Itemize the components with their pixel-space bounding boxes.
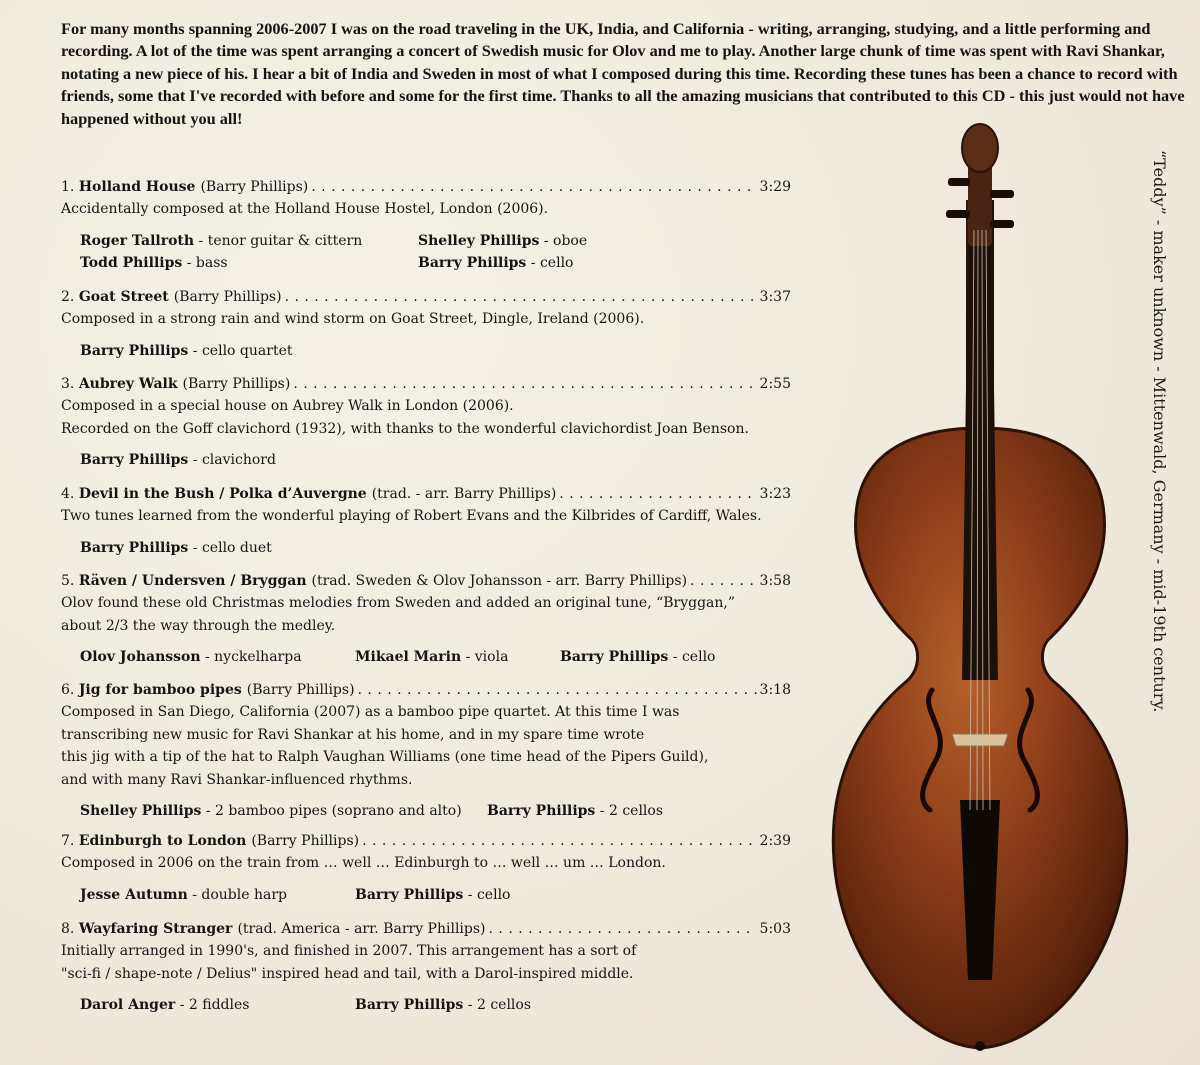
track-2 <box>61 286 791 362</box>
musician-credits <box>61 646 791 668</box>
track-credit: (trad. - arr. Barry Phillips) <box>371 486 557 502</box>
track-description: Composed in 2006 on the train from … well … Edinburgh to … well … um … London. <box>61 855 666 871</box>
musician-role: - cello <box>530 254 574 271</box>
track-description: Composed in San Diego, California (2007) as a bamboo pipe quartet. At this time I was <box>61 704 680 720</box>
musician-credit <box>80 252 228 274</box>
musician-role: - cello quartet <box>192 342 293 359</box>
leader-dots <box>489 918 757 940</box>
scroll-head <box>962 124 998 172</box>
track-title: Edinburgh to London <box>78 833 247 849</box>
track-3 <box>61 373 791 471</box>
track-duration: 3:37 <box>759 289 791 305</box>
track-description: Composed in a strong rain and wind storm on Goat Street, Dingle, Ireland (2006). <box>61 311 645 327</box>
musician-credits <box>61 800 791 822</box>
musician-name: Barry Phillips <box>80 342 189 359</box>
musician-role: - 2 bamboo pipes (soprano and alto) <box>205 803 462 819</box>
track-description: transcribing new music for Ravi Shankar at his home, and in my spare time wrote <box>61 726 645 743</box>
leader-dots <box>690 570 757 592</box>
musician-role: - nyckelharpa <box>204 649 302 665</box>
musician-role: - tenor guitar & cittern <box>198 232 363 249</box>
track-title: Räven / Undersven / Bryggan <box>78 573 307 589</box>
musician-role: - 2 fiddles <box>179 997 250 1013</box>
track-duration: 3:29 <box>759 179 791 195</box>
peg <box>990 220 1014 228</box>
musician-credits <box>61 230 791 274</box>
musician-name: Barry Phillips <box>355 886 464 903</box>
track-duration: 3:58 <box>759 573 791 589</box>
track-title: Devil in the Bush / Polka d’Auvergne <box>78 486 367 502</box>
track-title: Holland House <box>78 179 196 195</box>
musician-credits <box>61 449 791 471</box>
musician-role: - cello duet <box>192 539 272 556</box>
musician-credits <box>61 884 791 906</box>
musician-name: Barry Phillips <box>418 254 527 271</box>
musician-credit <box>80 800 462 822</box>
peg <box>946 210 970 218</box>
track-description: and with many Ravi Shankar-influenced rhythms. <box>61 771 413 788</box>
track-description: Two tunes learned from the wonderful playing of Robert Evans and the Kilbrides of Cardiff, Wales. <box>61 508 762 524</box>
track-number: 2. <box>61 289 75 305</box>
track-description: this jig with a tip of the hat to Ralph Vaughan Williams (one time head of the Pipers Guild), <box>61 749 709 765</box>
musician-credit <box>80 646 302 668</box>
musician-name: Roger Tallroth <box>80 232 195 249</box>
musician-credit <box>418 252 573 274</box>
musician-credit <box>355 994 531 1016</box>
musician-role: - cello <box>467 886 511 903</box>
end-button <box>975 1041 985 1051</box>
track-number: 5. <box>61 573 75 589</box>
musician-role: - clavichord <box>192 452 276 468</box>
track-description: Initially arranged in 1990's, and finished in 2007. This arrangement has a sort of <box>61 943 637 959</box>
musician-credit <box>418 230 587 252</box>
track-description: Composed in a special house on Aubrey Walk in London (2006). <box>61 398 514 414</box>
musician-name: Olov Johansson <box>80 649 201 665</box>
musician-credit <box>80 537 272 559</box>
musician-credit <box>80 230 362 252</box>
track-8 <box>61 918 791 1016</box>
track-credit: (Barry Phillips) <box>200 179 309 195</box>
musician-name: Darol Anger <box>80 997 176 1013</box>
track-duration: 2:39 <box>759 833 791 849</box>
musician-credits <box>61 994 791 1016</box>
musician-name: Shelley Phillips <box>80 803 202 819</box>
musician-role: - bass <box>186 254 228 271</box>
leader-dots <box>358 679 757 701</box>
musician-name: Barry Phillips <box>487 803 596 819</box>
peg <box>990 190 1014 198</box>
track-number: 8. <box>61 921 75 937</box>
leader-dots <box>362 830 756 852</box>
fingerboard <box>962 240 998 680</box>
musician-credit <box>80 884 287 906</box>
leader-dots <box>285 286 757 308</box>
track-5 <box>61 570 791 668</box>
musician-credit <box>80 449 276 471</box>
track-1 <box>61 176 791 274</box>
track-heading <box>61 373 791 395</box>
track-6 <box>61 679 791 822</box>
cello-photo <box>820 120 1140 1060</box>
track-heading <box>61 176 791 198</box>
track-credit: (trad. Sweden & Olov Johansson - arr. Barry Phillips) <box>311 573 688 589</box>
track-title: Jig for bamboo pipes <box>78 682 242 698</box>
track-duration: 5:03 <box>759 921 791 937</box>
track-number: 1. <box>61 179 75 195</box>
track-description: "sci-fi / shape-note / Delius" inspired head and tail, with a Darol-inspired middle. <box>61 965 634 982</box>
track-credit: (Barry Phillips) <box>173 289 282 305</box>
bridge <box>952 734 1008 746</box>
musician-name: Barry Phillips <box>560 649 669 665</box>
track-7 <box>61 830 791 906</box>
liner-notes-intro: For many months spanning 2006-2007 I was on the road traveling in the UK, India, and California - writing, arranging, studying, and a little performing and recording. A lot of the time was spent arranging a concert of Swedish music for Olov and me to play. Another large chunk of time was spent with Ravi Shankar, notating a new piece of his. I hear a bit of India and Sweden in most of what I composed during this time. Recording these tunes has been a chance to record with friends, some that I've recorded with before and some for the first time. Thanks to all the amazing musicians that contributed to this CD - this just would not have happened without you all! <box>61 19 1185 128</box>
track-4 <box>61 483 791 559</box>
track-credit: (Barry Phillips) <box>182 376 291 392</box>
musician-role: - 2 cellos <box>467 997 532 1013</box>
musician-name: Mikael Marin <box>355 649 462 665</box>
musician-name: Todd Phillips <box>80 254 183 271</box>
musician-role: - viola <box>465 649 509 665</box>
track-number: 6. <box>61 682 75 698</box>
musician-credit <box>560 646 715 668</box>
musician-role: - 2 cellos <box>599 803 664 819</box>
musician-credits <box>61 537 791 559</box>
track-heading <box>61 679 791 701</box>
musician-credit <box>355 884 510 906</box>
track-title: Aubrey Walk <box>78 376 178 392</box>
track-number: 4. <box>61 486 75 502</box>
track-credit: (Barry Phillips) <box>246 682 355 698</box>
track-heading <box>61 483 791 505</box>
musician-credit <box>487 800 663 822</box>
track-description: about 2/3 the way through the medley. <box>61 617 336 634</box>
instrument-caption: “Teddy” - maker unknown - Mittenwald, Germany - mid-19th century. <box>1150 150 1169 713</box>
musician-credit <box>80 994 249 1016</box>
track-number: 7. <box>61 833 75 849</box>
musician-role: - cello <box>672 649 716 665</box>
musician-role: - oboe <box>543 232 588 249</box>
musician-name: Barry Phillips <box>355 997 464 1013</box>
musician-credit <box>355 646 508 668</box>
musician-credit <box>80 340 292 362</box>
track-title: Goat Street <box>78 289 169 305</box>
track-heading <box>61 570 791 592</box>
musician-name: Barry Phillips <box>80 452 189 468</box>
track-credit: (Barry Phillips) <box>251 833 360 849</box>
musician-name: Barry Phillips <box>80 539 189 556</box>
peg <box>948 178 970 186</box>
musician-name: Jesse Autumn <box>80 886 188 903</box>
track-description: Recorded on the Goff clavichord (1932), with thanks to the wonderful clavichordist Joan Benson. <box>61 420 749 437</box>
track-number: 3. <box>61 376 75 392</box>
track-title: Wayfaring Stranger <box>78 921 233 937</box>
musician-role: - double harp <box>192 886 287 903</box>
track-duration: 2:55 <box>759 376 791 392</box>
musician-name: Shelley Phillips <box>418 232 540 249</box>
track-description: Olov found these old Christmas melodies from Sweden and added an original tune, “Bryggan,” <box>61 595 736 611</box>
track-credit: (trad. America - arr. Barry Phillips) <box>237 921 486 937</box>
track-description: Accidentally composed at the Holland House Hostel, London (2006). <box>61 201 549 217</box>
leader-dots <box>311 176 756 198</box>
leader-dots <box>293 373 756 395</box>
leader-dots <box>559 483 756 505</box>
track-heading <box>61 286 791 308</box>
track-heading <box>61 830 791 852</box>
musician-credits <box>61 340 791 362</box>
track-duration: 3:23 <box>759 486 791 502</box>
track-heading <box>61 918 791 940</box>
track-duration: 3:18 <box>759 682 791 698</box>
